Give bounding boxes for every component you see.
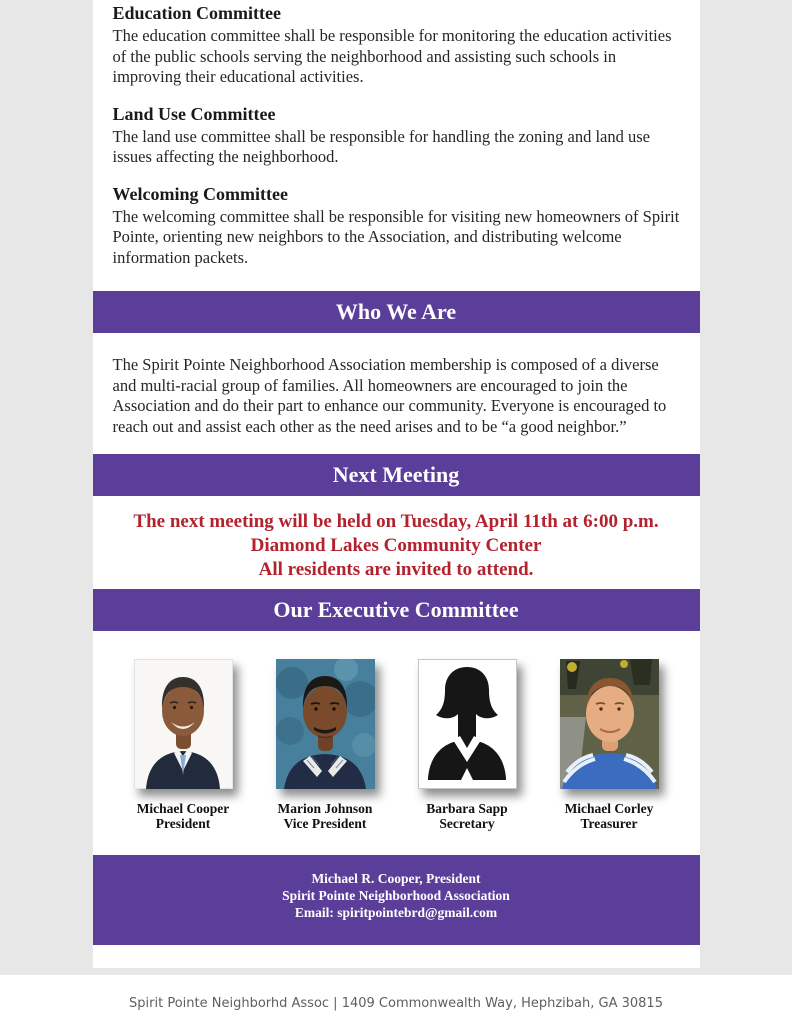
committee-desc-welcoming: The welcoming committee shall be responsible for visiting new homeowners of Spirit Pointe, orienting new neighbors to the Association, and distributing welcome information packets. xyxy=(112,206,680,267)
member-photo-marion-johnson xyxy=(276,659,375,789)
contact-footer xyxy=(93,855,700,945)
member-photo-michael-cooper xyxy=(134,659,233,789)
next-meeting-details xyxy=(93,510,700,582)
committee-desc-education: The education committee shall be responsible for monitoring the education activities of the public schools serving the neighborhood and assisting such schools in improving their educational activities. xyxy=(112,26,672,86)
banner-next-meeting: Next Meeting xyxy=(93,454,700,496)
member-card-marion-johnson xyxy=(254,659,396,831)
member-card-barbara-sapp xyxy=(396,659,538,831)
member-title: Secretary xyxy=(439,816,495,831)
contact-org: Spirit Pointe Neighborhood Association xyxy=(282,888,510,903)
committee-title-welcoming: Welcoming Committee xyxy=(112,183,288,204)
committees-section xyxy=(93,0,700,268)
member-photo-michael-corley xyxy=(560,659,659,789)
meeting-line-invite: All residents are invited to attend. xyxy=(258,559,534,580)
meeting-line-location: Diamond Lakes Community Center xyxy=(250,535,542,556)
member-caption xyxy=(538,801,680,831)
committee-title-land-use: Land Use Committee xyxy=(112,103,276,124)
address-bar xyxy=(0,975,792,1024)
committee-desc-land-use: The land use committee shall be responsible for handling the zoning and land use issues affecting the neighborhood. xyxy=(112,126,650,166)
banner-executive-committee: Our Executive Committee xyxy=(93,589,700,631)
address-text: Spirit Pointe Neighborhd Assoc | 1409 Commonwealth Way, Hephzibah, GA 30815 xyxy=(129,996,663,1011)
member-name: Michael Corley xyxy=(564,801,654,816)
contact-email: Email: spiritpointebrd@gmail.com xyxy=(294,905,498,920)
member-name: Michael Cooper xyxy=(136,801,230,816)
member-photo-female-silhouette xyxy=(418,659,517,789)
banner-who-we-are: Who We Are xyxy=(93,291,700,333)
member-title: Treasurer xyxy=(580,816,638,831)
member-title: Vice President xyxy=(283,816,367,831)
member-title: President xyxy=(155,816,211,831)
contact-name: Michael R. Cooper, President xyxy=(311,871,481,886)
member-name: Marion Johnson xyxy=(277,801,373,816)
meeting-line-datetime: The next meeting will be held on Tuesday, April 11th at 6:00 p.m. xyxy=(133,511,659,532)
who-we-are-text: The Spirit Pointe Neighborhood Association membership is composed of a diverse and multi-racial group of families. All homeowners are encouraged to join the Association and do their part to enhance our community. Everyone is encouraged to reach out and assist each other as the need arises and to be “a good neighbor.” xyxy=(112,355,667,436)
member-card-michael-cooper xyxy=(112,659,254,831)
member-card-michael-corley xyxy=(538,659,680,831)
member-name: Barbara Sapp xyxy=(426,801,508,816)
member-caption xyxy=(112,801,254,831)
member-caption xyxy=(396,801,538,831)
executive-members-row xyxy=(93,659,700,831)
newsletter-body xyxy=(93,0,700,968)
member-caption xyxy=(254,801,396,831)
committee-title-education: Education Committee xyxy=(112,3,281,23)
